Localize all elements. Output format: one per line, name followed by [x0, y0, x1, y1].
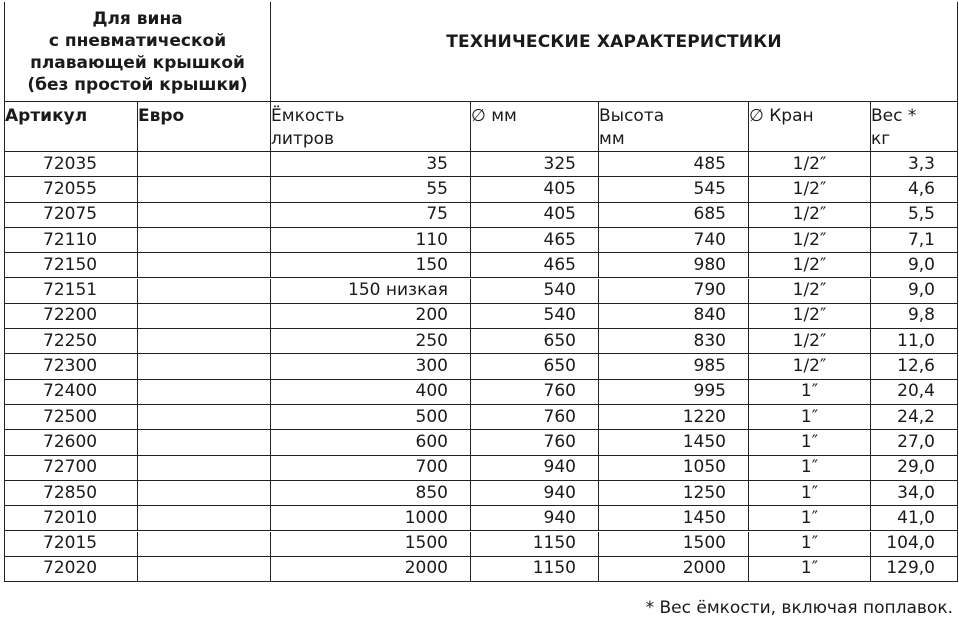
table-cell-diameter: 325 [471, 152, 599, 177]
header-weight [871, 102, 957, 152]
table-cell-diameter: 1150 [471, 557, 599, 582]
table-cell-diameter: 760 [471, 405, 599, 430]
table-cell-euro [138, 557, 271, 582]
table-cell-capacity: 300 [271, 354, 471, 379]
table-cell-article: 72300 [5, 354, 138, 379]
table-cell-euro [138, 506, 271, 531]
table-cell-valve: 1″ [749, 557, 871, 582]
table-cell-article: 72075 [5, 203, 138, 228]
table-cell-euro [138, 354, 271, 379]
table-cell-euro [138, 380, 271, 405]
table-cell-article: 72055 [5, 177, 138, 202]
table-cell-euro [138, 481, 271, 506]
header-weight-line: Вес * [871, 106, 917, 126]
table-cell-height: 545 [599, 177, 749, 202]
table-cell-capacity: 110 [271, 228, 471, 253]
table-cell-euro [138, 304, 271, 329]
table-cell-diameter: 405 [471, 177, 599, 202]
table-cell-valve: 1″ [749, 405, 871, 430]
table-cell-capacity: 35 [271, 152, 471, 177]
table-cell-capacity: 1000 [271, 506, 471, 531]
table-cell-height: 1500 [599, 532, 749, 557]
table-cell-valve: 1/2″ [749, 177, 871, 202]
table-cell-valve: 1/2″ [749, 203, 871, 228]
table-cell-height: 1050 [599, 456, 749, 481]
table-cell-article: 72151 [5, 279, 138, 304]
table-cell-valve: 1″ [749, 380, 871, 405]
table-cell-weight: 27,0 [871, 430, 957, 455]
table-cell-capacity: 55 [271, 177, 471, 202]
table-cell-capacity: 150 [271, 253, 471, 278]
table-cell-article: 72020 [5, 557, 138, 582]
table-cell-weight: 7,1 [871, 228, 957, 253]
table-cell-euro [138, 456, 271, 481]
table-cell-capacity: 700 [271, 456, 471, 481]
table-cell-valve: 1″ [749, 481, 871, 506]
table-cell-diameter: 465 [471, 228, 599, 253]
table-cell-weight: 9,0 [871, 253, 957, 278]
table-cell-height: 1450 [599, 430, 749, 455]
table-cell-capacity: 150 низкая [271, 279, 471, 304]
table-cell-valve: 1/2″ [749, 354, 871, 379]
table-cell-diameter: 760 [471, 430, 599, 455]
table-cell-diameter: 650 [471, 354, 599, 379]
table-cell-article: 72010 [5, 506, 138, 531]
header-height-line: мм [599, 129, 625, 149]
table-cell-euro [138, 279, 271, 304]
table-cell-height: 685 [599, 203, 749, 228]
table-cell-euro [138, 405, 271, 430]
table-cell-weight: 4,6 [871, 177, 957, 202]
header-article [5, 102, 138, 152]
table-cell-diameter: 940 [471, 456, 599, 481]
table-cell-height: 985 [599, 354, 749, 379]
table-cell-valve: 1/2″ [749, 152, 871, 177]
table-cell-weight: 29,0 [871, 456, 957, 481]
table-cell-height: 830 [599, 329, 749, 354]
table-cell-article: 72200 [5, 304, 138, 329]
header-height-line: Высота [599, 106, 665, 126]
header-capacity [271, 102, 471, 152]
table-cell-weight: 34,0 [871, 481, 957, 506]
header-euro-label: Евро [138, 106, 185, 126]
table-cell-euro [138, 152, 271, 177]
table-cell-height: 2000 [599, 557, 749, 582]
table-cell-height: 1220 [599, 405, 749, 430]
table-cell-euro [138, 329, 271, 354]
table-cell-capacity: 400 [271, 380, 471, 405]
table-cell-weight: 3,3 [871, 152, 957, 177]
header-valve-label: ∅ Кран [749, 106, 814, 126]
table-cell-height: 790 [599, 279, 749, 304]
header-weight-line: кг [871, 129, 891, 149]
table-cell-diameter: 760 [471, 380, 599, 405]
header-height [599, 102, 749, 152]
table-cell-article: 72500 [5, 405, 138, 430]
table-cell-valve: 1/2″ [749, 304, 871, 329]
table-cell-article: 72400 [5, 380, 138, 405]
table-cell-capacity: 1500 [271, 532, 471, 557]
table-cell-height: 995 [599, 380, 749, 405]
table-cell-article: 72250 [5, 329, 138, 354]
header-diameter [471, 102, 599, 152]
table-cell-article: 72600 [5, 430, 138, 455]
table-cell-diameter: 540 [471, 279, 599, 304]
table-cell-capacity: 2000 [271, 557, 471, 582]
table-cell-weight: 5,5 [871, 203, 957, 228]
table-cell-weight: 9,0 [871, 279, 957, 304]
table-cell-capacity: 850 [271, 481, 471, 506]
table-cell-weight: 129,0 [871, 557, 957, 582]
table-cell-valve: 1″ [749, 532, 871, 557]
table-cell-weight: 12,6 [871, 354, 957, 379]
table-cell-diameter: 405 [471, 203, 599, 228]
table-cell-valve: 1/2″ [749, 279, 871, 304]
product-title-line: (без простой крышки) [27, 74, 248, 95]
table-cell-capacity: 75 [271, 203, 471, 228]
table-cell-article: 72700 [5, 456, 138, 481]
table-cell-height: 840 [599, 304, 749, 329]
product-title [5, 2, 271, 102]
table-cell-diameter: 1150 [471, 532, 599, 557]
footnote: * Вес ёмкости, включая поплавок. [645, 598, 953, 618]
table-cell-euro [138, 203, 271, 228]
header-valve [749, 102, 871, 152]
spec-title: ТЕХНИЧЕСКИЕ ХАРАКТЕРИСТИКИ [271, 2, 957, 102]
table-cell-height: 1450 [599, 506, 749, 531]
table-cell-article: 72015 [5, 532, 138, 557]
header-capacity-line: литров [271, 129, 335, 149]
table-cell-capacity: 250 [271, 329, 471, 354]
table-cell-height: 980 [599, 253, 749, 278]
table-cell-weight: 20,4 [871, 380, 957, 405]
header-capacity-line: Ёмкость [271, 106, 345, 126]
header-euro [138, 102, 271, 152]
table-cell-diameter: 940 [471, 481, 599, 506]
table-cell-valve: 1″ [749, 430, 871, 455]
product-title-line: Для вина [92, 8, 183, 29]
table-cell-height: 1250 [599, 481, 749, 506]
table-cell-valve: 1/2″ [749, 228, 871, 253]
table-cell-diameter: 540 [471, 304, 599, 329]
product-title-line: с пневматической [48, 30, 227, 51]
table-cell-valve: 1″ [749, 456, 871, 481]
table-cell-height: 740 [599, 228, 749, 253]
table-cell-article: 72850 [5, 481, 138, 506]
table-cell-weight: 41,0 [871, 506, 957, 531]
table-cell-weight: 24,2 [871, 405, 957, 430]
header-article-label: Артикул [5, 106, 88, 126]
spec-table [4, 2, 958, 582]
table-cell-diameter: 465 [471, 253, 599, 278]
table-cell-height: 485 [599, 152, 749, 177]
table-cell-weight: 9,8 [871, 304, 957, 329]
table-cell-weight: 11,0 [871, 329, 957, 354]
table-cell-valve: 1/2″ [749, 253, 871, 278]
table-cell-euro [138, 532, 271, 557]
table-cell-article: 72035 [5, 152, 138, 177]
table-cell-capacity: 500 [271, 405, 471, 430]
header-diameter-label: ∅ мм [471, 106, 517, 126]
product-title-line: плавающей крышкой [30, 52, 245, 73]
table-cell-article: 72110 [5, 228, 138, 253]
table-cell-weight: 104,0 [871, 532, 957, 557]
table-cell-capacity: 600 [271, 430, 471, 455]
table-cell-euro [138, 253, 271, 278]
table-cell-diameter: 940 [471, 506, 599, 531]
table-cell-article: 72150 [5, 253, 138, 278]
table-cell-diameter: 650 [471, 329, 599, 354]
table-cell-valve: 1/2″ [749, 329, 871, 354]
table-cell-euro [138, 430, 271, 455]
table-cell-euro [138, 228, 271, 253]
table-cell-capacity: 200 [271, 304, 471, 329]
table-cell-euro [138, 177, 271, 202]
table-cell-valve: 1″ [749, 506, 871, 531]
